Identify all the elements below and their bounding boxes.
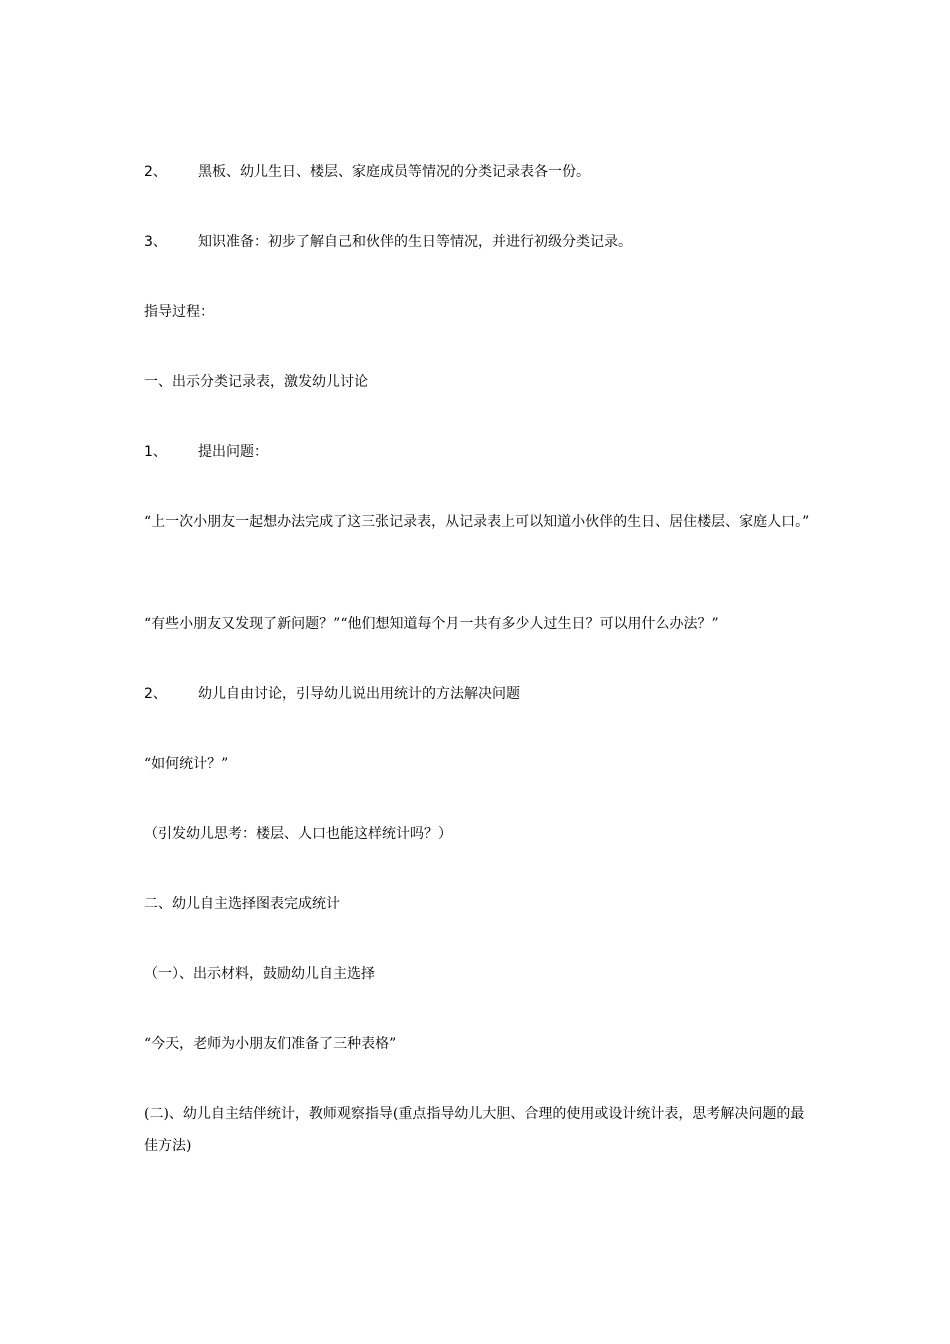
section-1-title: 一、出示分类记录表，激发幼儿讨论 [144, 374, 368, 390]
item-number: 3、 [144, 234, 167, 250]
step-number: 2、 [144, 686, 167, 702]
section-2-title: 二、幼儿自主选择图表完成统计 [144, 896, 340, 912]
subsection-1: （一）、出示材料，鼓励幼儿自主选择 [144, 966, 375, 982]
quote-1: “上一次小朋友一起想办法完成了这三张记录表，从记录表上可以知道小伙伴的生日、居住楼层、家庭人口。” [144, 514, 810, 530]
step-1 [144, 436, 814, 468]
step-text: 幼儿自由讨论，引导幼儿说出用统计的方法解决问题 [198, 686, 520, 702]
quote-3: “如何统计？” [144, 756, 229, 772]
material-item-2 [144, 156, 814, 188]
material-item-3 [144, 226, 814, 258]
quote-2: “有些小朋友又发现了新问题？”“他们想知道每个月一共有多少人过生日？可以用什么办法？” [144, 616, 719, 632]
step-2 [144, 678, 814, 710]
step-text: 提出问题： [198, 444, 268, 460]
note-1: （引发幼儿思考：楼层、人口也能这样统计吗？） [144, 826, 452, 842]
step-number: 1、 [144, 444, 167, 460]
item-text: 黑板、幼儿生日、楼层、家庭成员等情况的分类记录表各一份。 [198, 164, 590, 180]
item-text: 知识准备：初步了解自己和伙伴的生日等情况，并进行初级分类记录。 [198, 234, 632, 250]
quote-4: “今天，老师为小朋友们准备了三种表格” [144, 1036, 397, 1052]
process-heading: 指导过程： [144, 304, 214, 320]
item-number: 2、 [144, 164, 167, 180]
subsection-2: (二)、幼儿自主结伴统计，教师观察指导(重点指导幼儿大胆、合理的使用或设计统计表，思考解决问题的最佳方法) [144, 1106, 805, 1154]
